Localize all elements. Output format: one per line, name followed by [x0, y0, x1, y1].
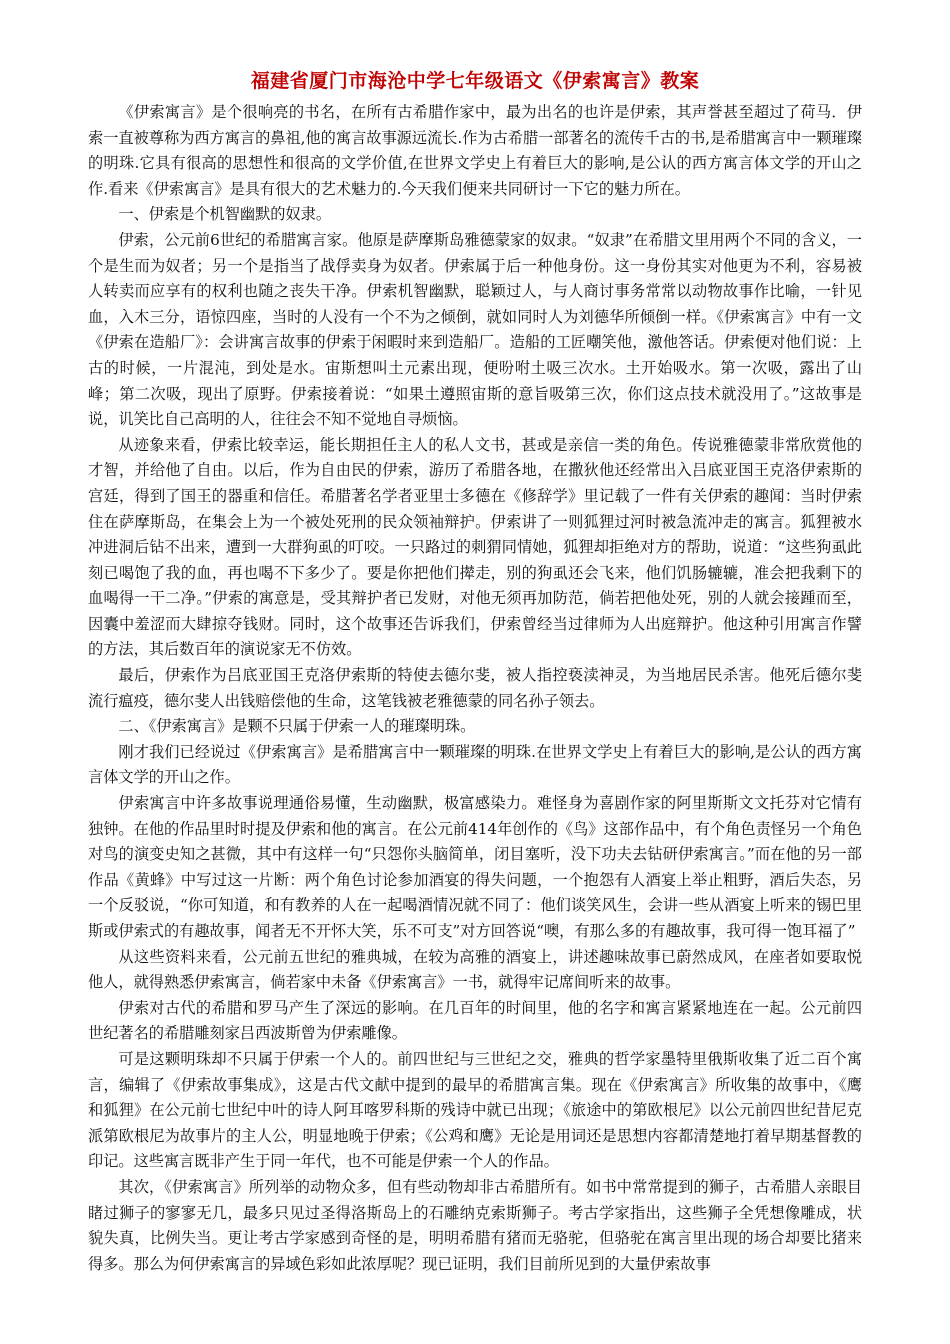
paragraph-athens-banquet: 从这些资料来看，公元前五世纪的雅典城，在较为高雅的酒宴上，讲述趣味故事已蔚然成风，在座者如要取悦他人，就得熟悉伊索寓言，倘若家中未备《伊索寓言》一书，就得牢记席间听来的故事。	[88, 947, 862, 992]
paragraph-aristophanes: 伊索寓言中许多故事说理通俗易懂，生动幽默，极富感染力。难怪身为喜剧作家的阿里斯斯文文托芬对它情有独钟。在他的作品里时时提及伊索和他的寓言。在公元前414年创作的《鸟》这部作品中，有个角色责怪另一个角色对鸟的演变史知之甚微，其中有这样一句“只怨你头脑简单，闭目塞听，没下功夫去钻研伊索寓言。”而在他的另一部作品《黄蜂》中写过这一片断：两个角色讨论参加酒宴的得失问题，一个抱怨有人酒宴上举止粗野，酒后失态，另一个反驳说，“你可知道，和有教养的人在一起喝酒情况就不同了：他们谈笑风生，会讲一些从酒宴上听来的锡巴里斯或伊索式的有趣故事，闻者无不开怀大笑，乐不可支”对方回答说“噢，有那么多的有趣故事，我可得一饱耳福了”	[88, 794, 862, 940]
paragraph-pearl: 刚才我们已经说过《伊索寓言》是希腊寓言中一颗璀璨的明珠.在世界文学史上有着巨大的影响,是公认的西方寓言体文学的开山之作。	[88, 742, 862, 787]
document-title: 福建省厦门市海沧中学七年级语文《伊索寓言》教案	[250, 70, 700, 92]
section-heading-2: 二、《伊索寓言》是颗不只属于伊索一人的璀璨明珠。	[118, 717, 476, 736]
paragraph-aesop-death: 最后，伊索作为吕底亚国王克洛伊索斯的特使去德尔斐，被人指控亵渎神灵，为当地居民杀害。他死后德尔斐流行瘟疫，德尔斐人出钱赔偿他的生命，这笔钱被老雅德蒙的同名孙子领去。	[88, 666, 862, 710]
document-body	[88, 100, 862, 1277]
paragraph-animals: 其次，《伊索寓言》所列举的动物众多，但有些动物却非古希腊所有。如书中常常提到的狮子，古希腊人亲眼目睹过狮子的寥寥无几，最多只见过圣得洛斯岛上的石雕纳克索斯狮子。考古学家指出，这些狮子全凭想像雕成，状貌失真，比例失当。更让考古学家感到奇怪的是，明明希腊有猪而无骆驼，但骆驼在寓言里出现的场合却要比猪来得多。那么为何伊索寓言的异域色彩如此浓厚呢？现已证明，我们目前所见到的大量伊索故事	[88, 1177, 862, 1273]
section-heading-1: 一、伊索是个机智幽默的奴隶。	[118, 205, 332, 224]
paragraph-aesop-fortune: 从迹象来看，伊索比较幸运，能长期担任主人的私人文书，甚或是亲信一类的角色。传说雅德蒙非常欣赏他的才智，并给他了自由。以后，作为自由民的伊索，游历了希腊各地，在撒狄他还经常出入吕底亚国王克洛伊索斯的宫廷，得到了国王的器重和信任。希腊著名学者亚里士多德在《修辞学》里记载了一件有关伊索的趣闻：当时伊索住在萨摩斯岛，在集会上为一个被处死刑的民众领袖辩护。伊索讲了一则狐狸过河时被急流冲走的寓言。狐狸被水冲进洞后钻不出来，遭到一大群狗虱的叮咬。一只路过的刺猬同情她，狐狸却拒绝对方的帮助，说道：“这些狗虱此刻已喝饱了我的血，再也喝不下多少了。要是你把他们撵走，别的狗虱还会飞来，他们饥肠辘辘，准会把我剩下的血喝得一干二净。”伊索的寓意是，受其辩护者已发财，对他无须再加防范，倘若把他处死，别的人就会接踵而至，因囊中羞涩而大肆掠夺钱财。同时，这个故事还告诉我们，伊索曾经当过律师为人出庭辩护。他这种引用寓言作譬的方法，其后数百年的演说家无不仿效。	[88, 435, 862, 659]
paragraph-aesop-identity: 伊索，公元前6世纪的希腊寓言家。他原是萨摩斯岛雅德蒙家的奴隶。“奴隶”在希腊文里用两个不同的含义，一个是生而为奴者；另一个是指当了战俘卖身为奴者。伊索属于后一种他身份。这一身份其实对他更为不利，容易被人转卖而应享有的权利也随之丧失干净。伊索机智幽默，聪颖过人，与人商讨事务常常以动物故事作比喻，一针见血，入木三分，语惊四座，当时的人没有一个不为之倾倒，就如同时人为刘德华所倾倒一样。《伊索寓言》中有一文《伊索在造船厂》：会讲寓言故事的伊索于闲暇时来到造船厂。造船的工匠嘲笑他，激他答话。伊索便对他们说：上古的时候，一片混沌，到处是水。宙斯想叫土元素出现，便吩咐土吸三次水。土开始吸水。第一次吸，露出了山峰；第二次吸，现出了原野。伊索接着说：“如果土遵照宙斯的意旨吸第三次，你们这点技术就没用了。”这故事是说，讥笑比自己高明的人，往往会不知不觉地自寻烦恼。	[88, 230, 862, 429]
paragraph-intro: 《伊索寓言》是个很响亮的书名，在所有古希腊作家中，最为出名的也许是伊索，其声誉甚至超过了荷马．伊索一直被尊称为西方寓言的鼻祖,他的寓言故事源远流长.作为古希腊一部著名的流传千古的书,是希腊寓言中一颗璀璨的明珠.它具有很高的思想性和很高的文学价值,在世界文学史上有着巨大的影响,是公认的西方寓言体文学的开山之作.看来《伊索寓言》是具有很大的艺术魅力的.今天我们便来共同研讨一下它的魅力所在。	[88, 103, 862, 198]
paragraph-influence: 伊索对古代的希腊和罗马产生了深远的影响。在几百年的时间里，他的名字和寓言紧紧地连在一起。公元前四世纪著名的希腊雕刻家吕西波斯曾为伊索雕像。	[88, 998, 862, 1043]
paragraph-collection: 可是这颗明珠却不只属于伊索一个人的。前四世纪与三世纪之交，雅典的哲学家墨特里俄斯收集了近二百个寓言，编辑了《伊索故事集成》，这是古代文献中提到的最早的希腊寓言集。现在《伊索寓言》所收集的故事中，《鹰和狐狸》在公元前七世纪中叶的诗人阿耳喀罗科斯的残诗中就已出现；《旅途中的第欧根尼》以公元前四世纪昔尼克派第欧根尼为故事片的主人公，明显地晚于伊索；《公鸡和鹰》无论是用词还是思想内容都清楚地打着早期基督教的印记。这些寓言既非产生于同一年代，也不可能是伊索一个人的作品。	[88, 1049, 862, 1171]
